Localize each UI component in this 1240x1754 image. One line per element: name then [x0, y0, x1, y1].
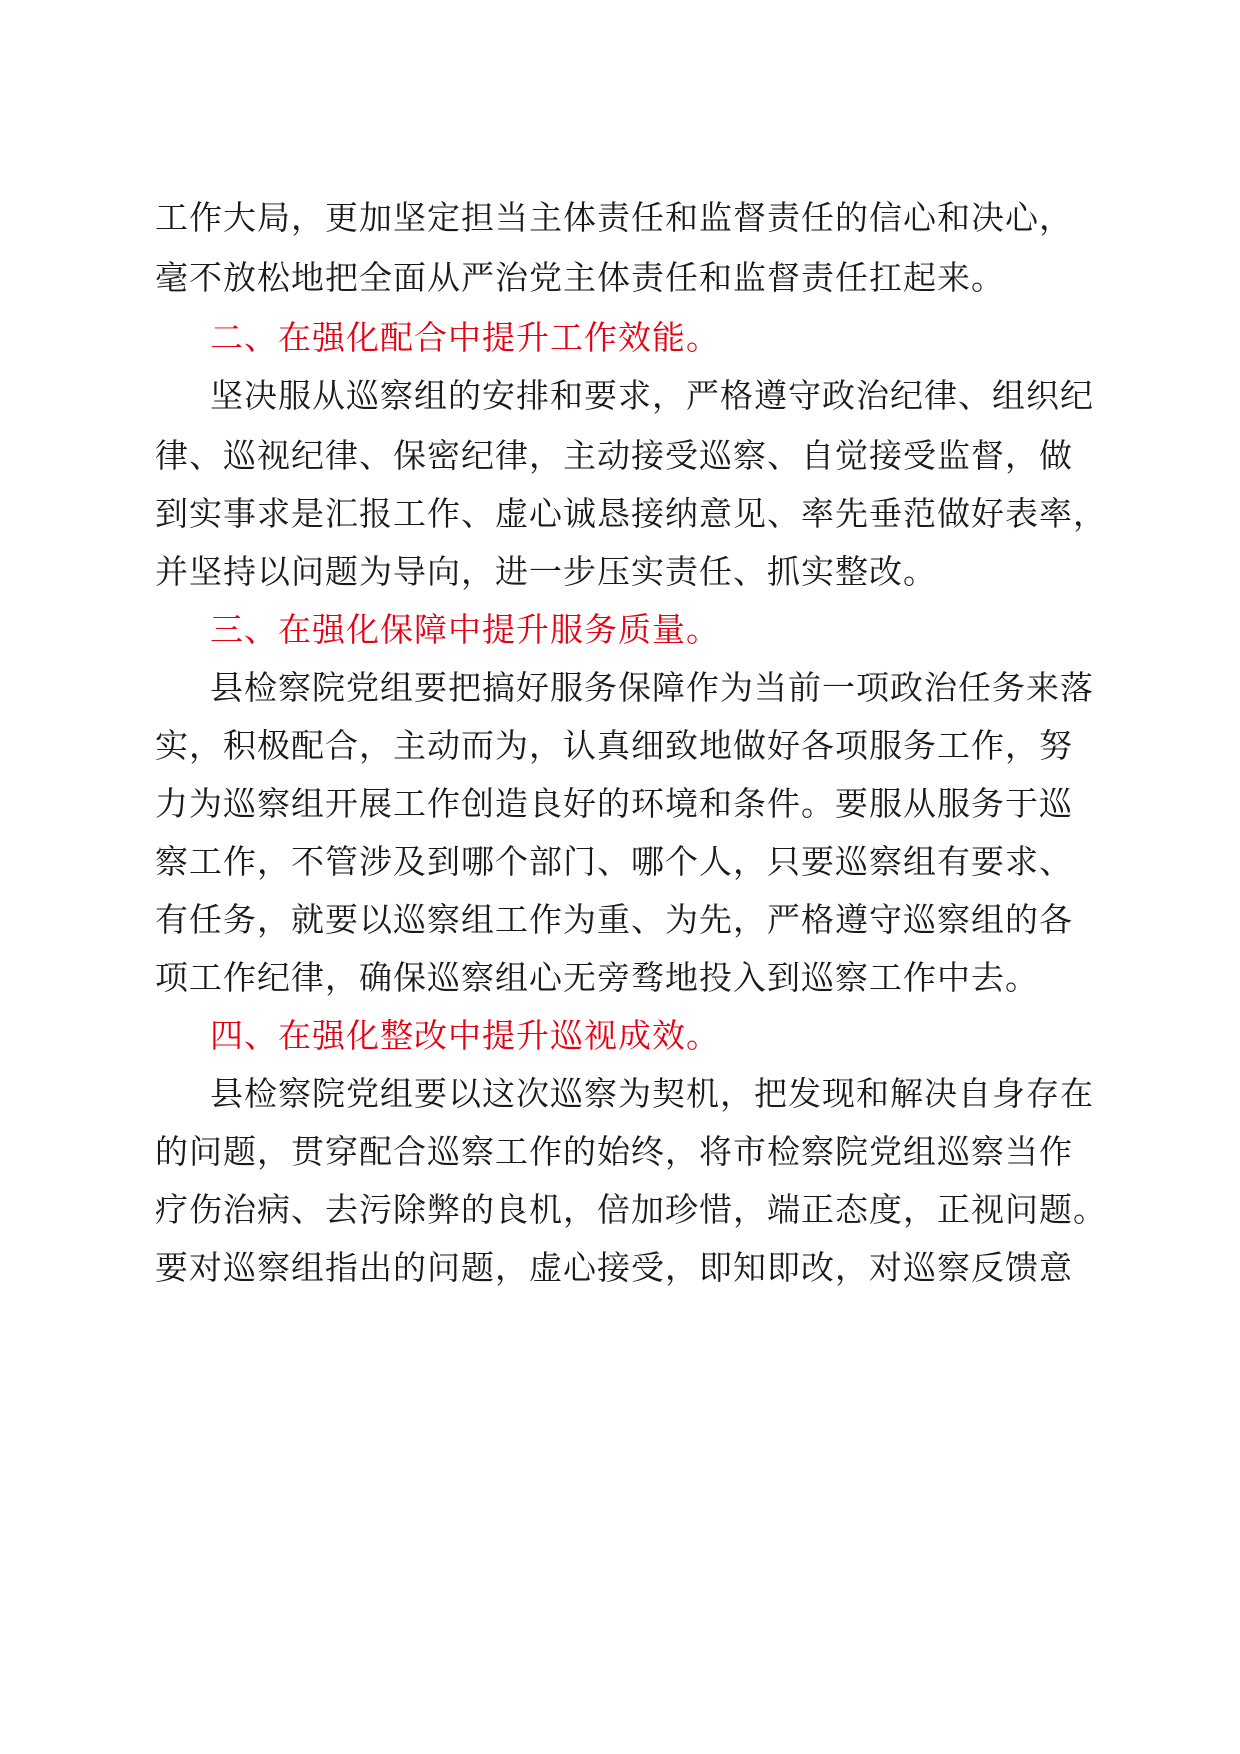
paragraph-line: 县检察院党组要把搞好服务保障作为当前一项政治任务来落: [210, 668, 1094, 707]
paragraph-line: 律、巡视纪律、保密纪律，主动接受巡察、自觉接受监督，做: [155, 436, 1073, 475]
paragraph-line: 有任务，就要以巡察组工作为重、为先，严格遵守巡察组的各: [155, 900, 1073, 939]
paragraph-line: 察工作，不管涉及到哪个部门、哪个人，只要巡察组有要求、: [155, 842, 1073, 881]
paragraph-line: 要对巡察组指出的问题，虚心接受，即知即改，对巡察反馈意: [155, 1248, 1073, 1287]
paragraph-line: 毫不放松地把全面从严治党主体责任和监督责任扛起来。: [155, 258, 1005, 297]
paragraph-line: 县检察院党组要以这次巡察为契机，把发现和解决自身存在: [210, 1074, 1094, 1113]
paragraph-line: 的问题，贯穿配合巡察工作的始终，将市检察院党组巡察当作: [155, 1132, 1073, 1171]
paragraph-line: 疗伤治病、去污除弊的良机，倍加珍惜，端正态度，正视问题。: [155, 1190, 1107, 1229]
paragraph-line: 项工作纪律，确保巡察组心无旁骛地投入到巡察工作中去。: [155, 958, 1039, 997]
paragraph-line: 工作大局，更加坚定担当主体责任和监督责任的信心和决心，: [155, 198, 1073, 237]
paragraph-line: 力为巡察组开展工作创造良好的环境和条件。要服从服务于巡: [155, 784, 1073, 823]
paragraph-line: 并坚持以问题为导向，进一步压实责任、抓实整改。: [155, 552, 937, 591]
paragraph-line: 到实事求是汇报工作、虚心诚恳接纳意见、率先垂范做好表率，: [155, 494, 1107, 533]
section-heading: 三、在强化保障中提升服务质量。: [210, 610, 720, 649]
paragraph-line: 坚决服从巡察组的安排和要求，严格遵守政治纪律、组织纪: [210, 376, 1094, 415]
paragraph-line: 实，积极配合，主动而为，认真细致地做好各项服务工作，努: [155, 726, 1073, 765]
section-heading: 二、在强化配合中提升工作效能。: [210, 318, 720, 357]
section-heading: 四、在强化整改中提升巡视成效。: [210, 1016, 720, 1055]
